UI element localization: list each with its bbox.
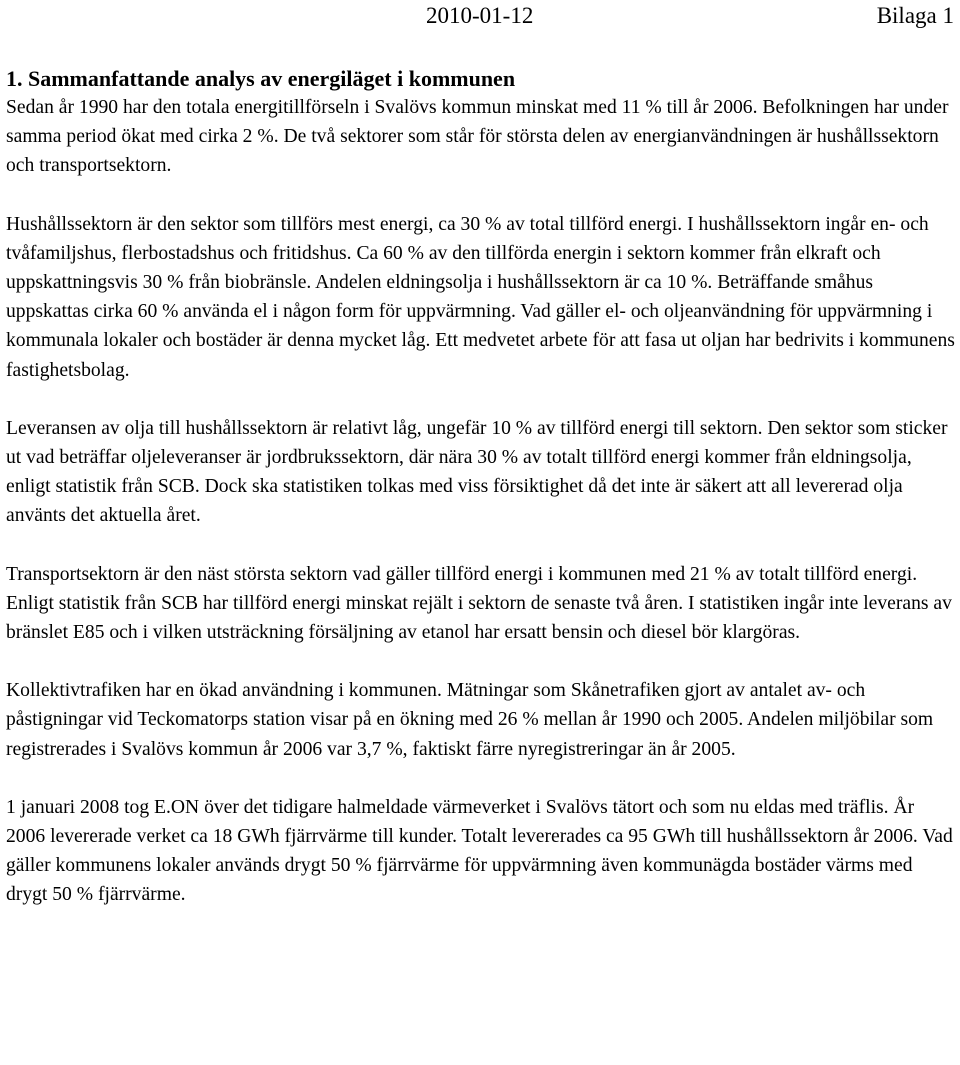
attachment-label: Bilaga 1: [876, 3, 954, 28]
paragraph-spacer: [6, 531, 956, 560]
paragraph-spacer: [6, 764, 956, 793]
paragraph-energy-supply: Sedan år 1990 har den totala energitillförseln i Svalövs kommun minskat med 11 % till år 2006. Befolkningen har under samma period ökat med cirka 2 %. De två sektorer som står för största delen av energianvändningen är hushållssektorn och transportsektorn.: [6, 97, 949, 177]
document-body: [6, 64, 956, 910]
paragraph-spacer: [6, 647, 956, 676]
paragraph-transport-sector: Transportsektorn är den näst största sektorn vad gäller tillförd energi i kommunen med 21 % av totalt tillförd energi. Enligt statistik från SCB har tillförd energi minskat rejält i sektorn de senaste två åren. I statistiken ingår inte leverans av bränslet E85 och i vilken utsträckning försäljning av etanol har ersatt bensin och diesel bör klargöras.: [6, 563, 952, 644]
section-heading: 1. Sammanfattande analys av energiläget i kommunen: [6, 66, 516, 91]
paragraph-district-heating: 1 januari 2008 tog E.ON över det tidigare halmeldade värmeverket i Svalövs tätort och som nu eldas med träflis. År 2006 levererade verket ca 18 GWh fjärrvärme till kunder. Totalt levererades ca 95 GWh till hushållssektorn år 2006. Vad gäller kommunens lokaler används drygt 50 % fjärrvärme för uppvärmning även kommunägda bostäder värms med drygt 50 % fjärrvärme.: [6, 796, 953, 906]
paragraph-household-sector: Hushållssektorn är den sektor som tillförs mest energi, ca 30 % av total tillförd energi. I hushållssektorn ingår en- och tvåfamiljshus, flerbostadshus och fritidshus. Ca 60 % av den tillförda energin i sektorn kommer från elkraft och uppskattningsvis 30 % från biobränsle. Andelen eldningsolja i hushållssektorn är ca 10 %. Beträffande småhus uppskattas cirka 60 % använda el i någon form för uppvärmning. Vad gäller el- och oljeanvändning för uppvärmning i kommunala lokaler och bostäder är denna mycket låg. Ett medvetet arbete för att fasa ut oljan har bedrivits i kommunens fastighetsbolag.: [6, 213, 955, 381]
paragraph-public-transport: Kollektivtrafiken har en ökad användning i kommunen. Mätningar som Skånetrafiken gjort av antalet av- och påstigningar vid Teckomatorps station visar på en ökning med 26 % mellan år 1990 och 2005. Andelen miljöbilar som registrerades i Svalövs kommun år 2006 var 3,7 %, faktiskt färre nyregistreringar än år 2005.: [6, 680, 934, 760]
paragraph-oil-delivery: Leveransen av olja till hushållssektorn är relativt låg, ungefär 10 % av tillförd energi till sektorn. Den sektor som sticker ut vad beträffar oljeleveranser är jordbrukssektorn, där nära 30 % av totalt tillförd energi kommer från eldningsolja, enligt statistik från SCB. Dock ska statistiken tolkas med viss försiktighet då det inte är säkert att all levererad olja använts det aktuella året.: [6, 417, 948, 527]
document-date: 2010-01-12: [426, 3, 534, 28]
paragraph-spacer: [6, 181, 956, 210]
paragraph-spacer: [6, 385, 956, 414]
